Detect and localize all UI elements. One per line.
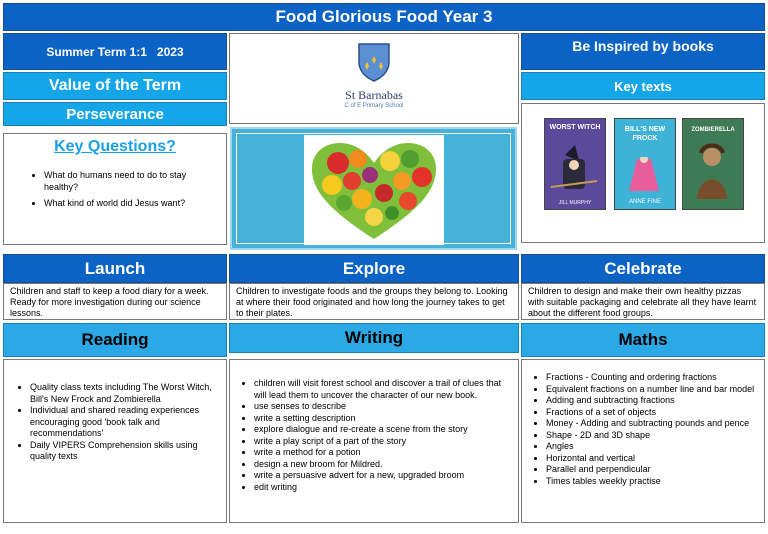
celebrate-text: Children to design and make their own healthy pizzas with suitable packaging and celebrate all they have learnt about the different food groups. — [521, 283, 765, 320]
list-item: • What kind of world did Jesus want? — [44, 198, 216, 210]
book-title: WORST WITCH — [549, 124, 601, 131]
school-name: St Barnabas — [345, 88, 403, 102]
list-item: • explore dialogue and re-create a scene from the story — [254, 424, 510, 436]
school-subtitle: C of E Primary School — [344, 103, 404, 109]
list-item: • Times tables weekly practise — [546, 476, 756, 488]
page-title: Food Glorious Food Year 3 — [3, 3, 765, 31]
book-author: JILL MURPHY — [558, 200, 592, 206]
book-title: ZOMBIERELLA — [691, 127, 735, 133]
food-image-frame — [230, 127, 517, 250]
launch-text: Children and staff to keep a food diary for a week. Ready for more investigation during our science lessons. — [3, 283, 227, 320]
list-item: • Shape - 2D and 3D shape — [546, 430, 756, 442]
zombie-illustration-icon — [683, 141, 741, 201]
writing-heading: Writing — [229, 323, 519, 353]
school-logo-panel — [229, 33, 519, 124]
launch-heading: Launch — [3, 254, 227, 283]
value-of-term-heading: Value of the Term — [3, 72, 227, 100]
book-title: BILL'S NEW FROCK — [624, 126, 666, 142]
list-item: • Quality class texts including The Worst Witch, Bill's New Frock and Zombierella — [30, 382, 220, 405]
list-item: • Money - Adding and subtracting pounds and pence — [546, 418, 756, 430]
list-item: • write a setting description — [254, 413, 510, 425]
explore-text: Children to investigate foods and the groups they belong to. Looking at where their food originated and how long the journey takes to get to their plates. — [229, 283, 519, 320]
list-item: • Fractions of a set of objects — [546, 407, 756, 419]
maths-panel — [521, 359, 765, 523]
list-item: • Daily VIPERS Comprehension skills using quality texts — [30, 440, 220, 463]
key-questions-panel — [3, 133, 227, 245]
list-item: • edit writing — [254, 482, 510, 494]
term-label: Summer Term 1:1 2023 — [3, 33, 227, 70]
fruit-heart-image — [304, 135, 444, 245]
list-item: • use senses to describe — [254, 401, 510, 413]
maths-heading: Maths — [521, 323, 765, 357]
list-item: • write a persuasive advert for a new, upgraded broom — [254, 470, 510, 482]
list-item: • write a method for a potion — [254, 447, 510, 459]
list-item: • Individual and shared reading experiences encouraging good 'book talk and recommendations' — [30, 405, 220, 440]
be-inspired-heading: Be Inspired by books — [521, 33, 765, 70]
reading-panel — [3, 359, 227, 523]
reading-heading: Reading — [3, 323, 227, 357]
list-item: • design a new broom for Mildred. — [254, 459, 510, 471]
list-item: • What do humans need to do to stay healthy? — [44, 170, 216, 193]
list-item: • Horizontal and vertical — [546, 453, 756, 465]
value-of-term: Perseverance — [3, 102, 227, 126]
writing-panel — [229, 359, 519, 523]
book-author: ANNE FINE — [628, 199, 661, 205]
book-cover-bills-new-frock — [614, 118, 676, 210]
key-questions-heading: Key Questions? — [54, 138, 176, 155]
book-cover-worst-witch — [544, 118, 606, 210]
list-item: • Equivalent fractions on a number line and bar model — [546, 384, 756, 396]
list-item: • Fractions - Counting and ordering fractions — [546, 372, 756, 384]
list-item: • Adding and subtracting fractions — [546, 395, 756, 407]
frock-illustration-icon — [615, 157, 673, 197]
book-cover-zombierella — [682, 118, 744, 210]
list-item: • children will visit forest school and discover a trail of clues that will lead them to uncover the character of our new book. — [254, 378, 510, 401]
list-item: • Parallel and perpendicular — [546, 464, 756, 476]
key-texts-heading: Key texts — [521, 72, 765, 100]
list-item: • write a play script of a part of the story — [254, 436, 510, 448]
explore-heading: Explore — [229, 254, 519, 283]
book-covers-panel — [521, 103, 765, 243]
list-item: • Angles — [546, 441, 756, 453]
celebrate-heading: Celebrate — [521, 254, 765, 283]
witch-illustration-icon — [545, 145, 603, 195]
school-crest-icon — [357, 42, 391, 82]
